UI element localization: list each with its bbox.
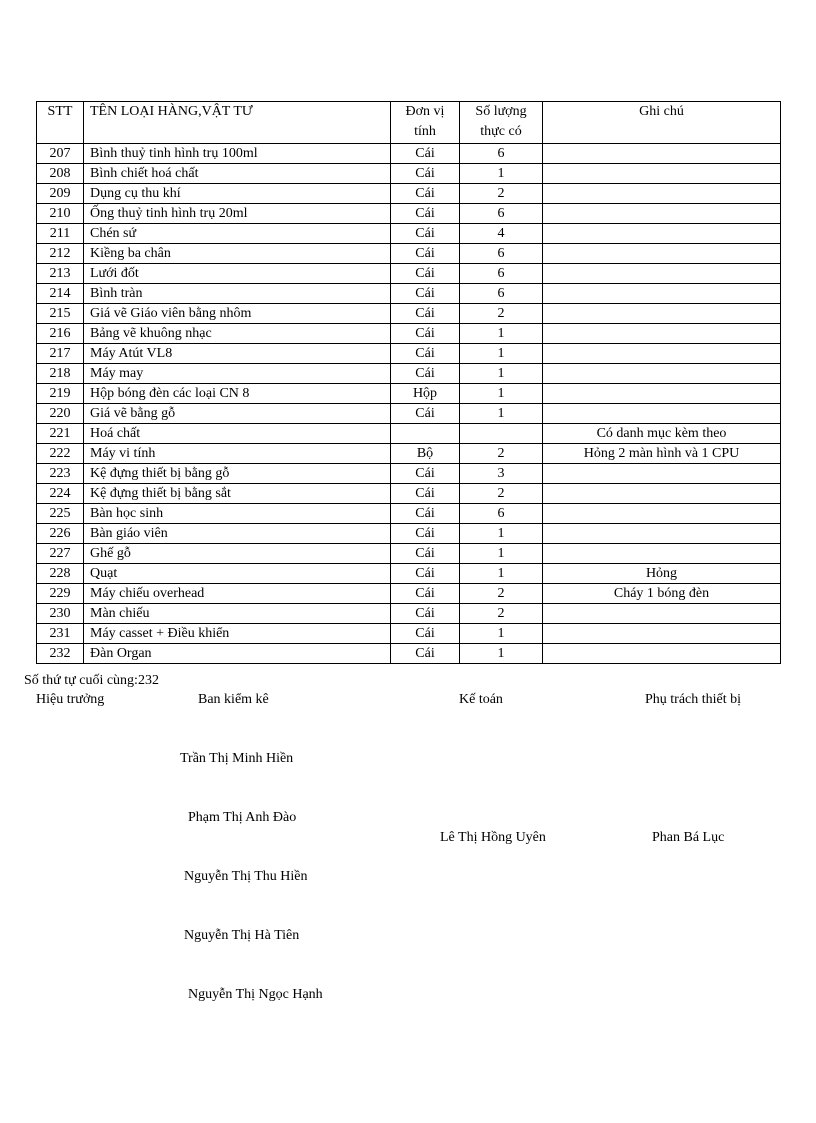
cell-unit: Cái: [391, 464, 460, 484]
cell-quantity: 1: [460, 404, 543, 424]
cell-quantity: 1: [460, 564, 543, 584]
cell-quantity: 3: [460, 464, 543, 484]
cell-item-name: Máy Atút VL8: [84, 344, 391, 364]
cell-unit: Hộp: [391, 384, 460, 404]
cell-quantity: 1: [460, 344, 543, 364]
cell-stt: 227: [37, 544, 84, 564]
cell-item-name: Hoá chất: [84, 424, 391, 444]
cell-item-name: Bình chiết hoá chất: [84, 164, 391, 184]
cell-note: [543, 604, 781, 624]
cell-unit: Cái: [391, 164, 460, 184]
cell-unit: Bộ: [391, 444, 460, 464]
cell-stt: 212: [37, 244, 84, 264]
cell-stt: 217: [37, 344, 84, 364]
cell-item-name: Máy may: [84, 364, 391, 384]
cell-quantity: 4: [460, 224, 543, 244]
cell-item-name: Máy chiếu overhead: [84, 584, 391, 604]
cell-quantity: 2: [460, 184, 543, 204]
cell-note: [543, 464, 781, 484]
cell-item-name: Giá vẽ Giáo viên bằng nhôm: [84, 304, 391, 324]
committee-member-name: Trần Thị Minh Hiền: [180, 751, 294, 766]
table-row: [37, 344, 781, 364]
cell-unit: Cái: [391, 404, 460, 424]
cell-item-name: Giá vẽ bằng gỗ: [84, 404, 391, 424]
table-row: [37, 444, 781, 464]
cell-stt: 230: [37, 604, 84, 624]
cell-stt: 207: [37, 144, 84, 164]
cell-quantity: 2: [460, 444, 543, 464]
cell-note: [543, 504, 781, 524]
cell-stt: 208: [37, 164, 84, 184]
cell-stt: 224: [37, 484, 84, 504]
committee-member-name: Nguyễn Thị Hà Tiên: [184, 928, 300, 943]
header-stt: STT: [37, 102, 84, 144]
inventory-table: [36, 101, 781, 664]
cell-note: [543, 264, 781, 284]
cell-quantity: 1: [460, 544, 543, 564]
table-row: [37, 364, 781, 384]
cell-stt: 219: [37, 384, 84, 404]
cell-unit: Cái: [391, 324, 460, 344]
cell-stt: 222: [37, 444, 84, 464]
table-row: [37, 184, 781, 204]
table-row: [37, 544, 781, 564]
cell-stt: 214: [37, 284, 84, 304]
table-row: [37, 144, 781, 164]
table-row: [37, 384, 781, 404]
header-item-name: TÊN LOẠI HÀNG,VẬT TƯ: [84, 102, 391, 144]
cell-stt: 221: [37, 424, 84, 444]
cell-item-name: Ống thuỷ tinh hình trụ 20ml: [84, 204, 391, 224]
cell-stt: 232: [37, 644, 84, 664]
cell-unit: Cái: [391, 564, 460, 584]
table-row: [37, 244, 781, 264]
cell-unit: [391, 424, 460, 444]
cell-unit: Cái: [391, 624, 460, 644]
table-row: [37, 484, 781, 504]
cell-quantity: 1: [460, 384, 543, 404]
cell-item-name: Kệ đựng thiết bị bằng gỗ: [84, 464, 391, 484]
cell-note: [543, 244, 781, 264]
cell-quantity: 1: [460, 324, 543, 344]
table-row: [37, 464, 781, 484]
cell-note: Hỏng: [543, 564, 781, 584]
table-row: [37, 164, 781, 184]
header-unit-line1: Đơn vị: [405, 104, 445, 119]
cell-stt: 211: [37, 224, 84, 244]
equipment-manager-title: Phụ trách thiết bị: [645, 692, 742, 707]
cell-quantity: 6: [460, 284, 543, 304]
table-row: [37, 264, 781, 284]
table-row: [37, 324, 781, 344]
header-unit-line2: tính: [414, 124, 436, 139]
cell-note: [543, 304, 781, 324]
table-row: [37, 404, 781, 424]
cell-item-name: Bình thuỷ tinh hình trụ 100ml: [84, 144, 391, 164]
cell-item-name: Máy vi tính: [84, 444, 391, 464]
cell-note: [543, 284, 781, 304]
table-row: [37, 524, 781, 544]
cell-item-name: Bình tràn: [84, 284, 391, 304]
cell-item-name: Kệ đựng thiết bị bằng sắt: [84, 484, 391, 504]
accountant-name: Lê Thị Hồng Uyên: [440, 830, 546, 845]
cell-stt: 231: [37, 624, 84, 644]
cell-note: [543, 384, 781, 404]
cell-note: [543, 204, 781, 224]
cell-quantity: 6: [460, 204, 543, 224]
table-row: [37, 424, 781, 444]
cell-item-name: Bàn học sinh: [84, 504, 391, 524]
table-row: [37, 224, 781, 244]
cell-unit: Cái: [391, 604, 460, 624]
cell-quantity: 1: [460, 644, 543, 664]
header-quantity-line1: Số lượng: [475, 104, 527, 119]
header-unit: [391, 102, 460, 144]
table-row: [37, 644, 781, 664]
cell-note: [543, 344, 781, 364]
table-body: [37, 144, 781, 664]
cell-note: [543, 624, 781, 644]
cell-note: [543, 484, 781, 504]
cell-unit: Cái: [391, 304, 460, 324]
committee-title: Ban kiểm kê: [198, 692, 269, 707]
cell-stt: 213: [37, 264, 84, 284]
cell-note: Cháy 1 bóng đèn: [543, 584, 781, 604]
cell-quantity: 1: [460, 624, 543, 644]
cell-unit: Cái: [391, 144, 460, 164]
last-number-text: Số thứ tự cuối cùng:232: [24, 673, 159, 688]
accountant-title: Kế toán: [459, 692, 503, 707]
cell-quantity: 2: [460, 584, 543, 604]
cell-quantity: 1: [460, 164, 543, 184]
cell-item-name: Hộp bóng đèn các loại CN 8: [84, 384, 391, 404]
cell-unit: Cái: [391, 204, 460, 224]
cell-item-name: Kiềng ba chân: [84, 244, 391, 264]
cell-item-name: Ghế gỗ: [84, 544, 391, 564]
cell-quantity: 2: [460, 604, 543, 624]
cell-note: [543, 544, 781, 564]
cell-stt: 209: [37, 184, 84, 204]
cell-item-name: Bàn giáo viên: [84, 524, 391, 544]
cell-unit: Cái: [391, 244, 460, 264]
cell-quantity: 2: [460, 484, 543, 504]
table-row: [37, 204, 781, 224]
cell-note: [543, 224, 781, 244]
equipment-manager-name: Phan Bá Lục: [652, 830, 725, 845]
committee-member-name: Nguyễn Thị Ngọc Hạnh: [188, 987, 323, 1002]
cell-note: Có danh mục kèm theo: [543, 424, 781, 444]
cell-stt: 229: [37, 584, 84, 604]
cell-stt: 218: [37, 364, 84, 384]
cell-quantity: 1: [460, 364, 543, 384]
cell-stt: 228: [37, 564, 84, 584]
table-row: [37, 624, 781, 644]
cell-unit: Cái: [391, 184, 460, 204]
header-quantity-line2: thực có: [480, 124, 522, 139]
cell-note: [543, 404, 781, 424]
cell-quantity: 1: [460, 524, 543, 544]
cell-note: Hỏng 2 màn hình và 1 CPU: [543, 444, 781, 464]
cell-unit: Cái: [391, 344, 460, 364]
committee-member-name: Phạm Thị Anh Đào: [188, 810, 297, 825]
cell-stt: 215: [37, 304, 84, 324]
table-row: [37, 304, 781, 324]
cell-unit: Cái: [391, 544, 460, 564]
cell-item-name: Máy casset + Điều khiển: [84, 624, 391, 644]
cell-note: [543, 364, 781, 384]
cell-stt: 223: [37, 464, 84, 484]
cell-item-name: Chén sứ: [84, 224, 391, 244]
table-row: [37, 584, 781, 604]
cell-item-name: Dụng cụ thu khí: [84, 184, 391, 204]
cell-unit: Cái: [391, 284, 460, 304]
cell-stt: 216: [37, 324, 84, 344]
cell-unit: Cái: [391, 584, 460, 604]
cell-quantity: 6: [460, 244, 543, 264]
table-row: [37, 604, 781, 624]
cell-quantity: 6: [460, 264, 543, 284]
cell-note: [543, 324, 781, 344]
cell-item-name: Màn chiếu: [84, 604, 391, 624]
cell-stt: 225: [37, 504, 84, 524]
cell-quantity: 6: [460, 504, 543, 524]
cell-stt: 220: [37, 404, 84, 424]
header-note: Ghi chú: [543, 102, 781, 144]
cell-item-name: Lưới đốt: [84, 264, 391, 284]
cell-note: [543, 184, 781, 204]
cell-unit: Cái: [391, 264, 460, 284]
cell-item-name: Bảng vẽ khuông nhạc: [84, 324, 391, 344]
cell-unit: Cái: [391, 504, 460, 524]
principal-title: Hiệu trưởng: [36, 692, 105, 707]
cell-quantity: 2: [460, 304, 543, 324]
cell-item-name: Quạt: [84, 564, 391, 584]
committee-member-name: Nguyễn Thị Thu Hiền: [184, 869, 308, 884]
cell-item-name: Đàn Organ: [84, 644, 391, 664]
cell-note: [543, 164, 781, 184]
cell-unit: Cái: [391, 644, 460, 664]
cell-quantity: [460, 424, 543, 444]
table-row: [37, 284, 781, 304]
cell-stt: 226: [37, 524, 84, 544]
cell-quantity: 6: [460, 144, 543, 164]
cell-note: [543, 524, 781, 544]
cell-stt: 210: [37, 204, 84, 224]
cell-note: [543, 144, 781, 164]
table-row: [37, 504, 781, 524]
table-row: [37, 564, 781, 584]
table-header-row: [37, 102, 781, 144]
cell-unit: Cái: [391, 484, 460, 504]
cell-unit: Cái: [391, 224, 460, 244]
cell-note: [543, 644, 781, 664]
cell-unit: Cái: [391, 364, 460, 384]
header-quantity: [460, 102, 543, 144]
cell-unit: Cái: [391, 524, 460, 544]
